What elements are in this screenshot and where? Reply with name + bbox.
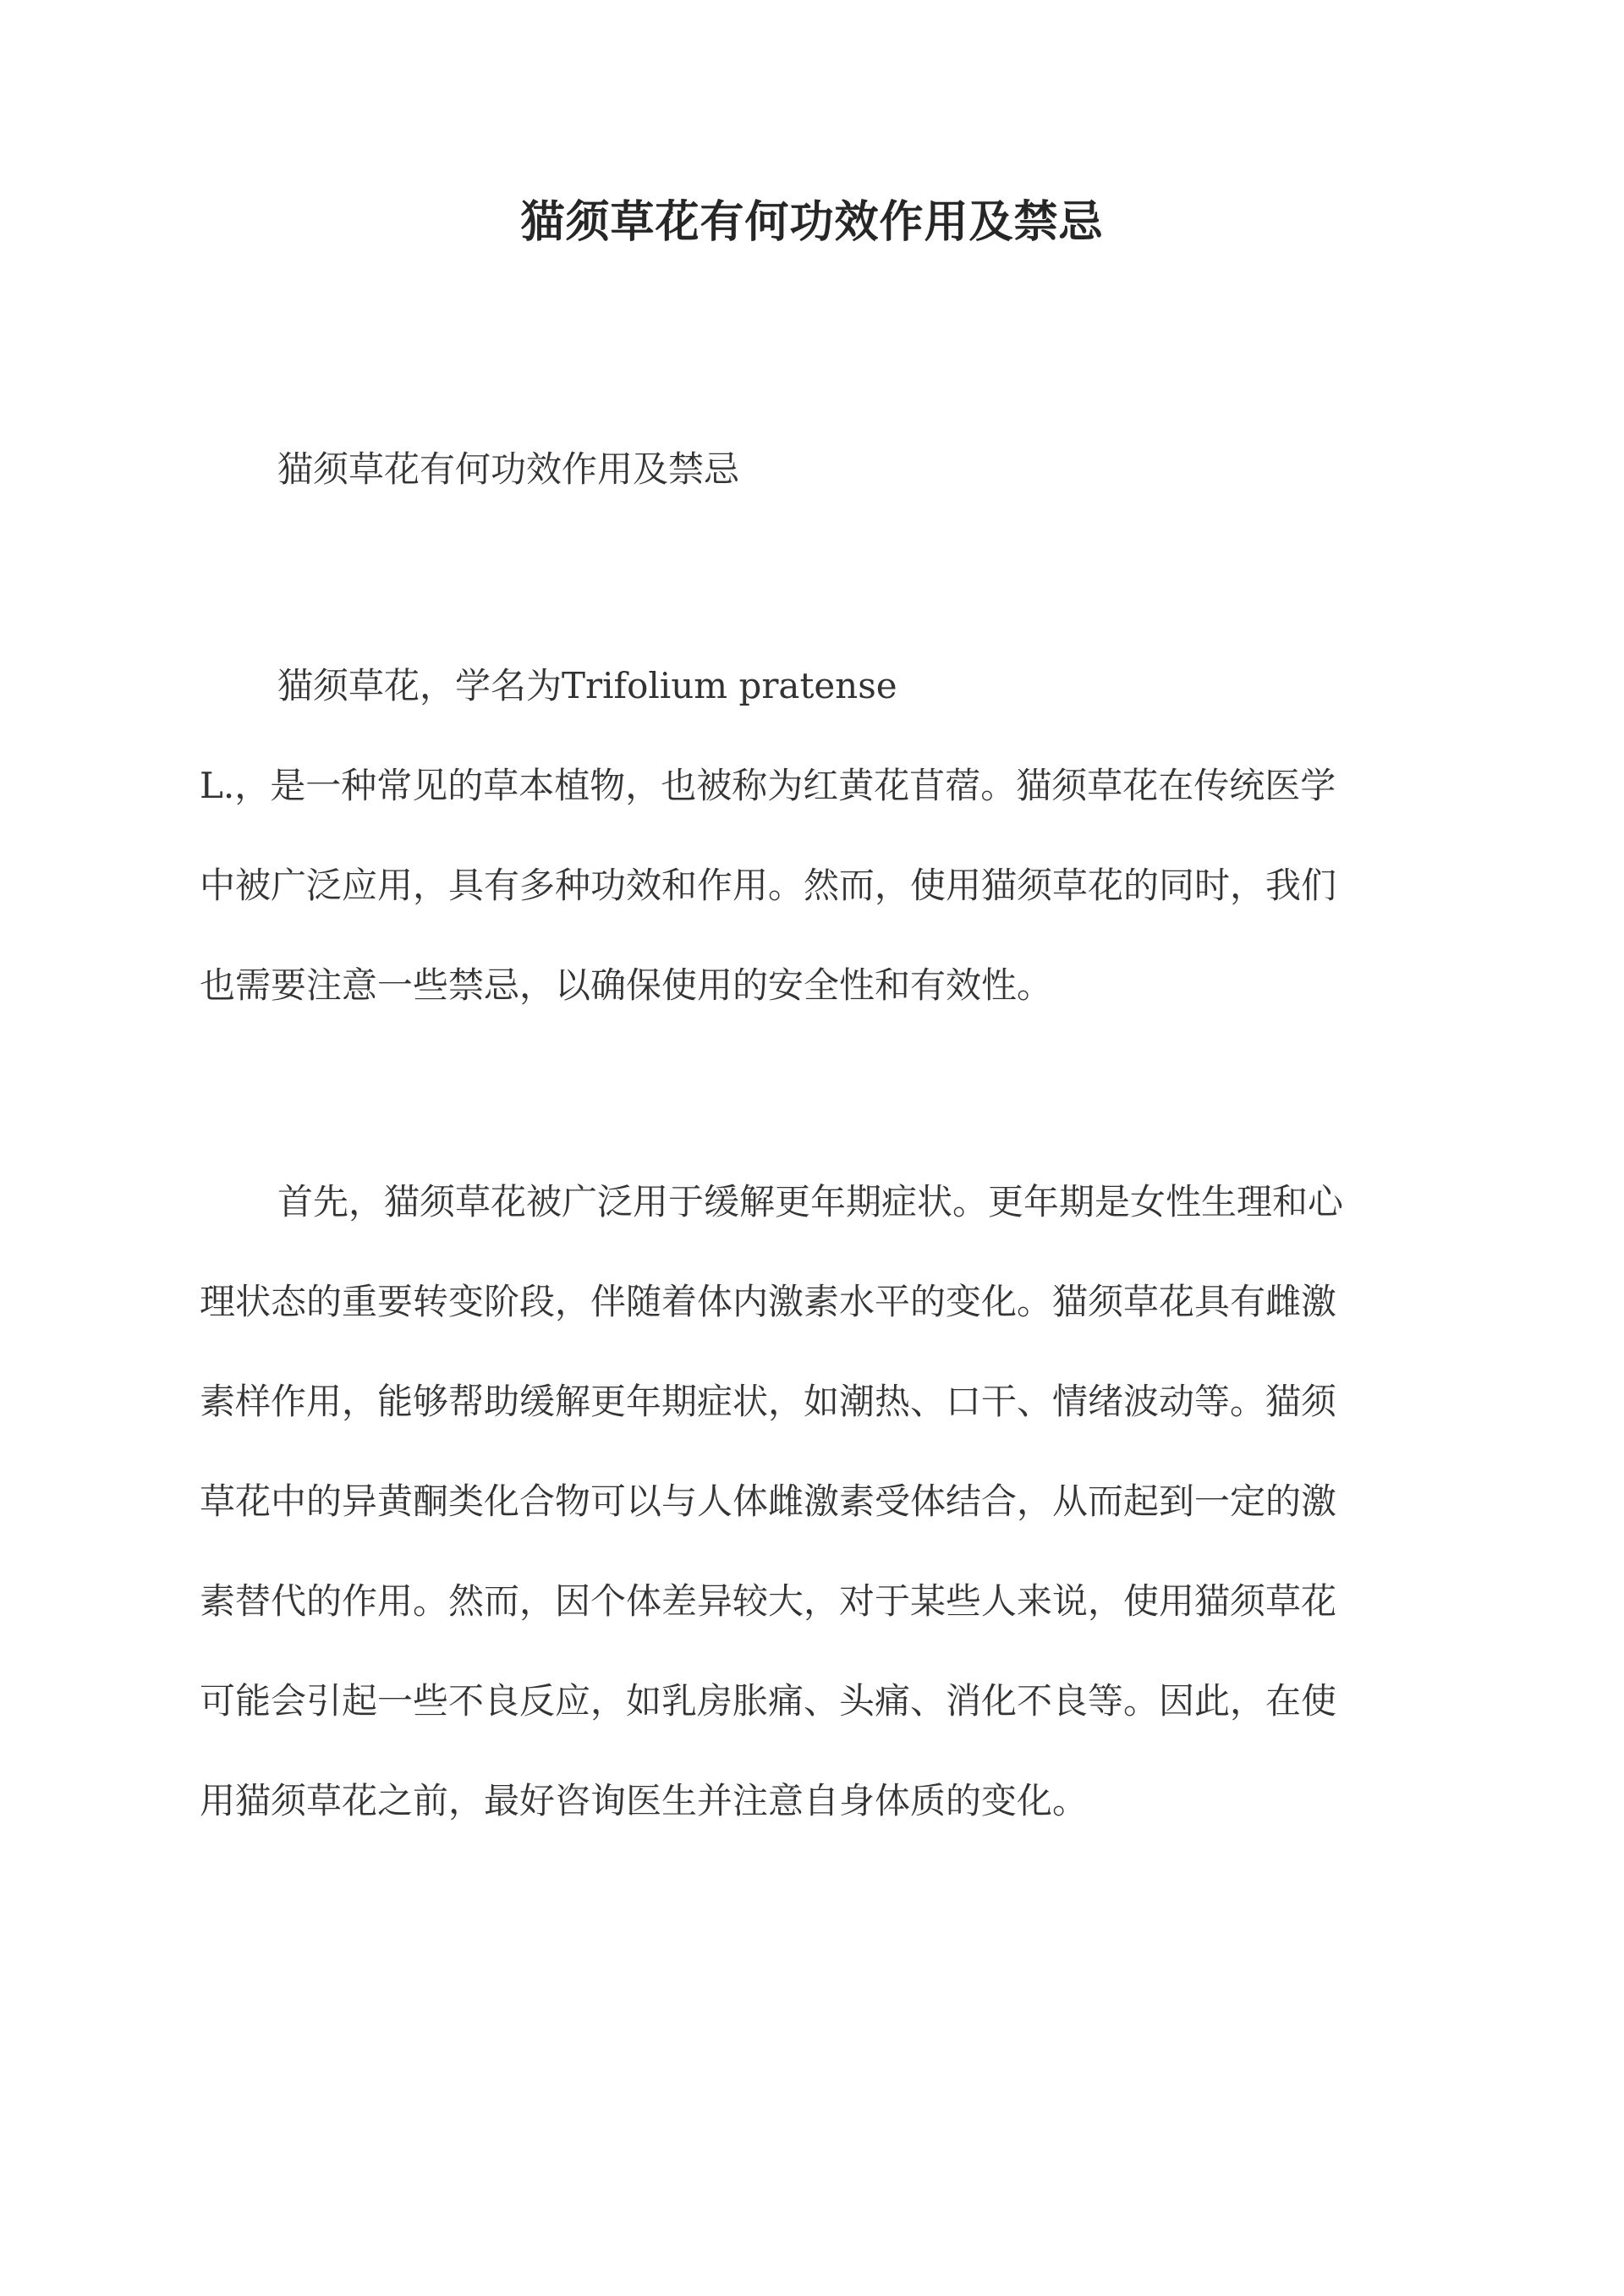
paragraph-line: 素替代的作用。然而，因个体差异较大，对于某些人来说，使用猫须草花: [200, 1580, 1337, 1622]
paragraph-menopause: [200, 1152, 1418, 1851]
paragraph-line: 用猫须草花之前，最好咨询医生并注意自身体质的变化。: [200, 1780, 1089, 1821]
document-subtitle: 猫须草花有何功效作用及禁忌: [277, 448, 740, 490]
paragraph-line: 素样作用，能够帮助缓解更年期症状，如潮热、口干、情绪波动等。猫须: [200, 1381, 1337, 1422]
paragraph-line: 首先，猫须草花被广泛用于缓解更年期症状。更年期是女性生理和心: [277, 1181, 1344, 1222]
document-title: 猫须草花有何功效作用及禁忌: [520, 196, 1104, 248]
paragraph-line: L.，是一种常见的草本植物，也被称为红黄花苜蓿。猫须草花在传统医学: [200, 765, 1336, 806]
paragraph-intro: [200, 636, 1418, 1035]
paragraph-line: 草花中的异黄酮类化合物可以与人体雌激素受体结合，从而起到一定的激: [200, 1480, 1337, 1522]
paragraph-line: 猫须草花，学名为Trifolium pratense: [277, 665, 897, 706]
paragraph-line: 理状态的重要转变阶段，伴随着体内激素水平的变化。猫须草花具有雌激: [200, 1281, 1337, 1322]
paragraph-line: 可能会引起一些不良反应，如乳房胀痛、头痛、消化不良等。因此，在使: [200, 1680, 1337, 1722]
paragraph-line: 中被广泛应用，具有多种功效和作用。然而，使用猫须草花的同时，我们: [200, 865, 1337, 906]
paragraph-line: 也需要注意一些禁忌，以确保使用的安全性和有效性。: [200, 964, 1053, 1006]
